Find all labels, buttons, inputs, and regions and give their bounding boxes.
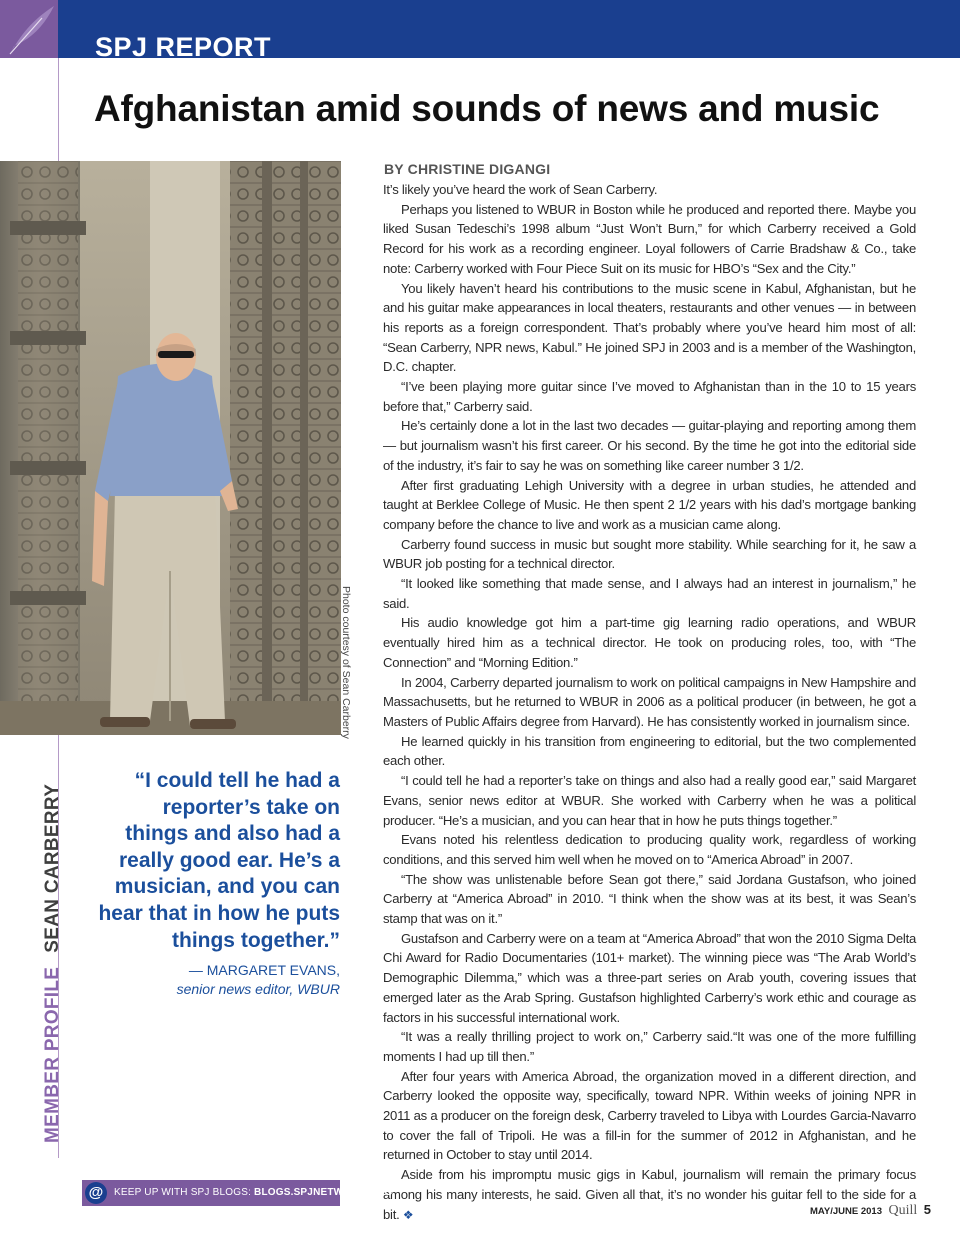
side-label-category: MEMBER PROFILE: [42, 966, 63, 1143]
pull-quote-role: senior news editor, WBUR: [176, 981, 340, 997]
photo-credit: Photo courtesy of Sean Carberry: [340, 586, 352, 739]
article-paragraph: It’s likely you’ve heard the work of Sean Carberry.: [383, 182, 658, 197]
magazine-name: Quill: [888, 1203, 918, 1218]
profile-photo: [0, 161, 341, 735]
issue-date: MAY/JUNE 2013: [810, 1206, 882, 1217]
article-paragraph: Carberry found success in music but sought more stability. While searching for it, he saw a WBUR job posting for a technical director.: [383, 536, 916, 572]
article-paragraph: After four years with America Abroad, the organization moved in a different direction, and Carberry looked the opposite way, specifically, toward NPR. Within weeks of joining NPR in 2011 as a producer on the foreign desk, Carberry traveled to Libya with Lourdes Garcia-Navarro to cover the fall of Tripoli. He was a fill-in for the summer of 2012 in Afghanistan, and he returned in October to stay until 2014.: [383, 1068, 916, 1163]
blogs-banner-text: [114, 1187, 392, 1198]
article-paragraph: “It looked like something that made sense, and I always had an interest in journalism,” he said.: [383, 576, 916, 611]
article-paragraph: Gustafson and Carberry were on a team at “America Abroad” that won the 2010 Sigma Delta Chi Award for Radio Documentaries (101+ market). The winning piece was “The Arab World’s Demographic Dilemma,” which was a three-part series on Arab youth, covering issues that emerged later as the Arab Spring. Gustafson highlighted Carberry’s work ethic and courage as factors in his successful international work.: [383, 930, 916, 1025]
article-paragraph: “I’ve been playing more guitar since I’ve moved to Afghanistan than in the 10 to 15 years before that,” Carberry said.: [383, 379, 916, 414]
page-number: 5: [923, 1202, 931, 1217]
article-paragraph: After first graduating Lehigh University with a degree in urban studies, he attended and taught at Berklee College of Music. He then spent 2 1/2 years with his dad’s mortgage banking company before the chance to live and work as a musician came along.: [383, 477, 916, 532]
folio: [810, 1201, 931, 1219]
section-label: SPJ REPORT: [95, 32, 272, 58]
end-mark-icon: ❖: [402, 1207, 414, 1222]
pull-quote: “I could tell he had a reporter’s take on things and also had a really good ear. He’s a musician, and you can hear that in how he puts things together.”: [98, 769, 340, 952]
quill-logo: [0, 0, 58, 58]
article-paragraph: He learned quickly in his transition from engineering to editorial, but the two complemented each other.: [383, 733, 916, 769]
article-paragraph: Evans noted his relentless dedication to producing quality work, regardless of working conditions, and this served him well when he moved on to “America Abroad” in 2007.: [383, 832, 916, 867]
article-paragraph: “I could tell he had a reporter’s take on things and also had a really good ear,” said Margaret Evans, senior news editor at WBUR. She worked with Carberry when he was a political producer. “He’s a musician, and you can hear that in how he puts things together.”: [383, 773, 916, 828]
article-paragraph: Perhaps you listened to WBUR in Boston while he produced and reported there. Maybe you liked Susan Tedeschi’s 1998 album “Just Won’t Burn,” for which Carberry received a Gold Record for his work as a recording engineer. Loyal followers of Carrie Bradshaw & Co., take note: Carberry worked with Four Piece Suit on its music for HBO’s “Sex and the City.”: [383, 201, 916, 276]
side-label-name: SEAN CARBERRY: [42, 783, 63, 953]
article-paragraph: “It was a really thrilling project to work on,” Carberry said.“It was one of the more fulfilling moments I had up till then.”: [383, 1029, 916, 1064]
blogs-prefix: KEEP UP WITH SPJ BLOGS:: [114, 1187, 252, 1198]
man-at-temple-photo: [0, 161, 341, 735]
article-paragraph: You likely haven’t heard his contributions to the music scene in Kabul, Afghanistan, but he and his guitar make appearances in local theaters, restaurants and other venues — in between his reports as a foreign correspondent. That’s probably where you’ve heard him most of all: “Sean Carberry, NPR news, Kabul.” He joined SPJ in 2003 and is a member of the Washington, D.C. chapter.: [383, 280, 916, 375]
pull-quote-author: — MARGARET EVANS,: [188, 962, 340, 978]
article-paragraph: “The show was unlistenable before Sean got there,” said Jordana Gustafson, who joined Carberry at “America Abroad” in 2010. “I think when the show was at its best, it was Sean’s stamp that was on it.”: [383, 871, 916, 927]
article-paragraph: He’s certainly done a lot in the last two decades — guitar-playing and reporting among them — but journalism wasn’t his first career. Or his second. By the time he got into the editorial side of the industry, it’s fair to say he was on something like career number 3 1/2.: [383, 418, 916, 473]
blogs-link[interactable]: BLOGS.SPJNETWORK.ORG: [254, 1187, 393, 1198]
article-paragraph: In 2004, Carberry departed journalism to work on political campaigns in New Hampshire and Massachusetts, but he returned to WBUR in 2006 as a political producer (in between, he got a Masters of Public Affairs degree from Harvard). He has consistently worked in journalism since.: [383, 674, 916, 729]
article-paragraph: His audio knowledge got him a part-time gig learning radio operations, and WBUR eventually hired him as a technical director. He took on producing roles, too, with “The Connection” and “Morning Edition.”: [383, 615, 916, 670]
article-body: [383, 180, 916, 1225]
byline: BY CHRISTINE DIGANGI: [384, 161, 551, 177]
quill-feather-icon: [2, 2, 58, 58]
article-paragraph-text: Aside from his impromptu music gigs in Kabul, journalism will remain the primary focus among his many interests, he said. Given all that, it’s no wonder his guitar fell to the side for a bit.: [383, 1167, 916, 1222]
page-title: Afghanistan amid sounds of news and music: [94, 88, 880, 129]
at-sign-icon: @: [85, 1182, 107, 1204]
side-section-label: [42, 784, 64, 1143]
